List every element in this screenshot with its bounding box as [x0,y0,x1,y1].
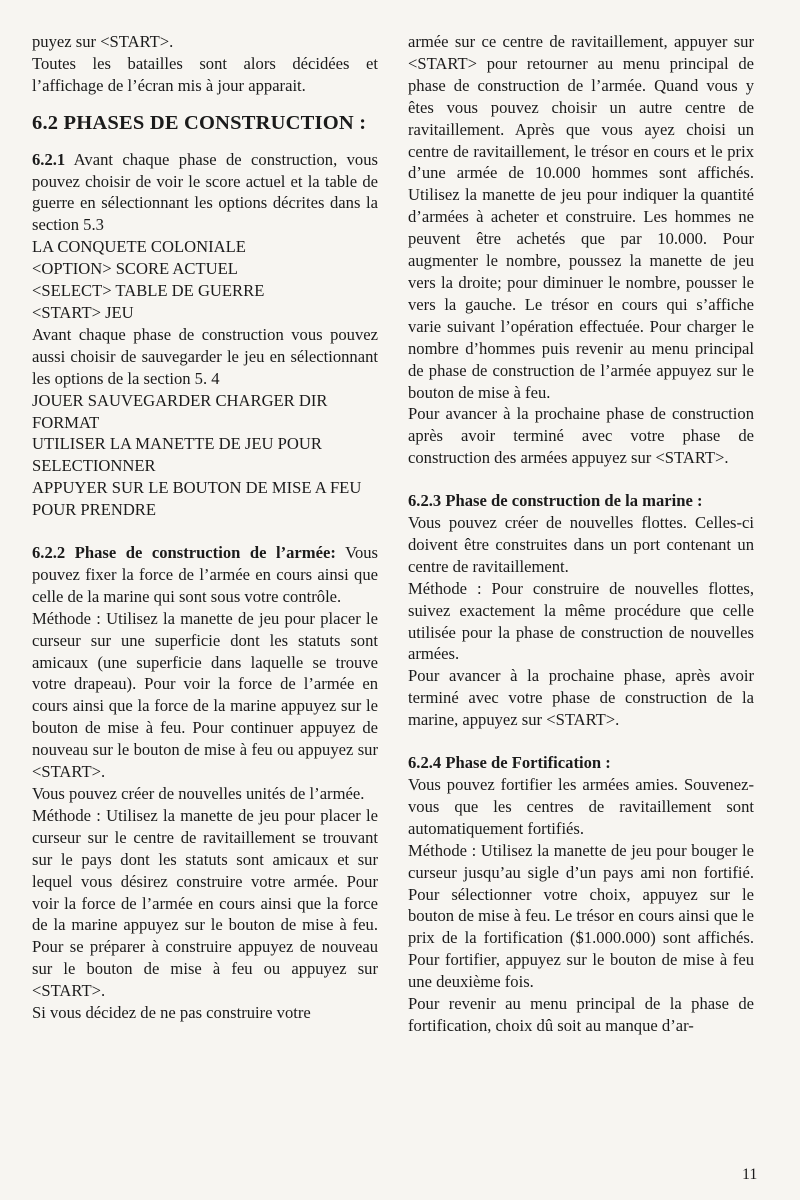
right-column [408,31,754,1037]
menu-line: <OPTION> SCORE ACTUEL [32,259,238,279]
paragraph: Méthode : Utilisez la manette de jeu pour placer le curseur sur le centre de ravitaillement se trouvant sur le pays dont les statuts sont amicaux et sur lequel vous désirez construire votre armée. Pour voir la force de l’armée en cours ainsi que la force de la marine appuyez sur le bouton de mise à feu. Pour se préparer à construire appuyez de nouveau sur le bouton de mise à feu ou appuyez sur <START>. [32,805,378,1001]
subsection-title: 6.2.4 Phase de Fortification : [408,753,611,773]
paragraph: Méthode : Pour construire de nouvelles flottes, suivez exactement la même procédure que celle utilisée pour la phase de construction de nouvelles armées. [408,578,754,664]
menu-line: APPUYER SUR LE BOUTON DE MISE A FEU POUR PRENDRE [32,478,362,520]
paragraph: Pour avancer à la prochaine phase de construction après avoir terminé avec votre phase de construction des armées appuyez sur <START>. [408,404,754,468]
paragraph: armée sur ce centre de ravitaillement, appuyer sur <START> pour retourner au menu principal de phase de construction de l’armée. Quand vous y êtes vous pouvez choisir un autre centre de ravitaillement. Après que vous ayez choisi un centre de ravitaillement, le trésor en cours et le prix d’une armée de 10.000 hommes sont affichés. Utilisez la manette de jeu pour indiquer la quantité d’armées à acheter et construire. Les hommes ne peuvent être achetés que par 10.000. Pour augmenter le nombre, poussez la manette de jeu vers la droite; pour diminuer le nombre, pousser le vers la gauche. Le trésor en cours qui s’affiche varie suivant l’opération effectuée. Pour charger le nombre d’hommes puis revenir au menu principal de phase de construction de l’armée appuyez sur le bouton de mise à feu. [408,32,754,402]
paragraph: Si vous décidez de ne pas construire votre [32,1003,311,1023]
paragraph: Vous pouvez créer de nouvelles unités de l’armée. [32,784,365,803]
subsection-number: 6.2.1 [32,149,66,169]
paragraph: Avant chaque phase de construction vous pouvez aussi choisir de sauvegarder le jeu en sélectionnant les options de la section 5. 4 [32,324,378,388]
menu-line: LA CONQUETE COLONIALE [32,237,246,257]
spacer [32,521,378,542]
paragraph: puyez sur <START>. [32,32,174,51]
spacer [408,469,754,490]
section-heading: 6.2 PHASES DE CONSTRUCTION : [32,111,367,134]
paragraph-text: Avant chaque phase de construction, vous pouvez choisir de voir le score actuel et la table de guerre en sélectionnant les options décrites dans la section 5.3 [32,149,378,235]
paragraph: Méthode : Utilisez la manette de jeu pour placer le curseur sur une superficie dont les statuts sont amicaux (une superficie dans laquelle se trouve votre drapeau). Pour voir la force de l’armée en cours ainsi que la force de la marine appuyez sur le bouton de mise à feu. Pour continuer appuyez de nouveau sur le bouton de mise à feu ou appuyez sur <START>. [32,608,378,782]
subsection-title: 6.2.3 Phase de construction de la marine : [408,491,703,511]
paragraph-6-2-1 [32,149,378,237]
paragraph: Toutes les batailles sont alors décidées et l’affichage de l’écran mis à jour apparait. [32,53,378,95]
paragraph: Pour avancer à la prochaine phase, après avoir terminé avec votre phase de construction de la marine, appuyez sur <START>. [408,666,754,730]
page-number: 11 [742,1166,758,1183]
spacer [408,731,754,752]
paragraph: Pour revenir au menu principal de la phase de fortification, choix dû soit au manque d’ar- [408,994,754,1035]
menu-line: JOUER SAUVEGARDER CHARGER DIR FORMAT [32,390,328,432]
left-column [32,31,378,1024]
menu-line: UTILISER LA MANETTE DE JEU POUR SELECTIONNER [32,434,322,476]
paragraph-text: Vous pouvez fixer la force de l’armée en cours ainsi que celle de la marine qui sont sous votre contrôle. [32,543,378,606]
paragraph: Vous pouvez fortifier les armées amies. Souvenez-vous que les centres de ravitaillement sont automatiquement fortifiés. [408,775,754,838]
menu-line: <SELECT> TABLE DE GUERRE [32,281,265,301]
paragraph-6-2-2 [32,542,378,608]
menu-line: <START> JEU [32,302,134,322]
paragraph: Méthode : Utilisez la manette de jeu pour bouger le curseur jusqu’au sigle d’un pays ami non fortifié. Pour sélectionner votre choix, appuyez sur le bouton de mise à feu. Le trésor en cours ainsi que le prix de la fortification ($1.000.000) sont affichés. Pour fortifier, appuyez sur le bouton de mise à feu une deuxième fois. [408,840,754,992]
paragraph: Vous pouvez créer de nouvelles flottes. Celles-ci doivent être construites dans un port contenant un centre de ravitaillement. [408,513,754,576]
subsection-title: 6.2.2 Phase de construction de l’armée: [32,543,336,563]
